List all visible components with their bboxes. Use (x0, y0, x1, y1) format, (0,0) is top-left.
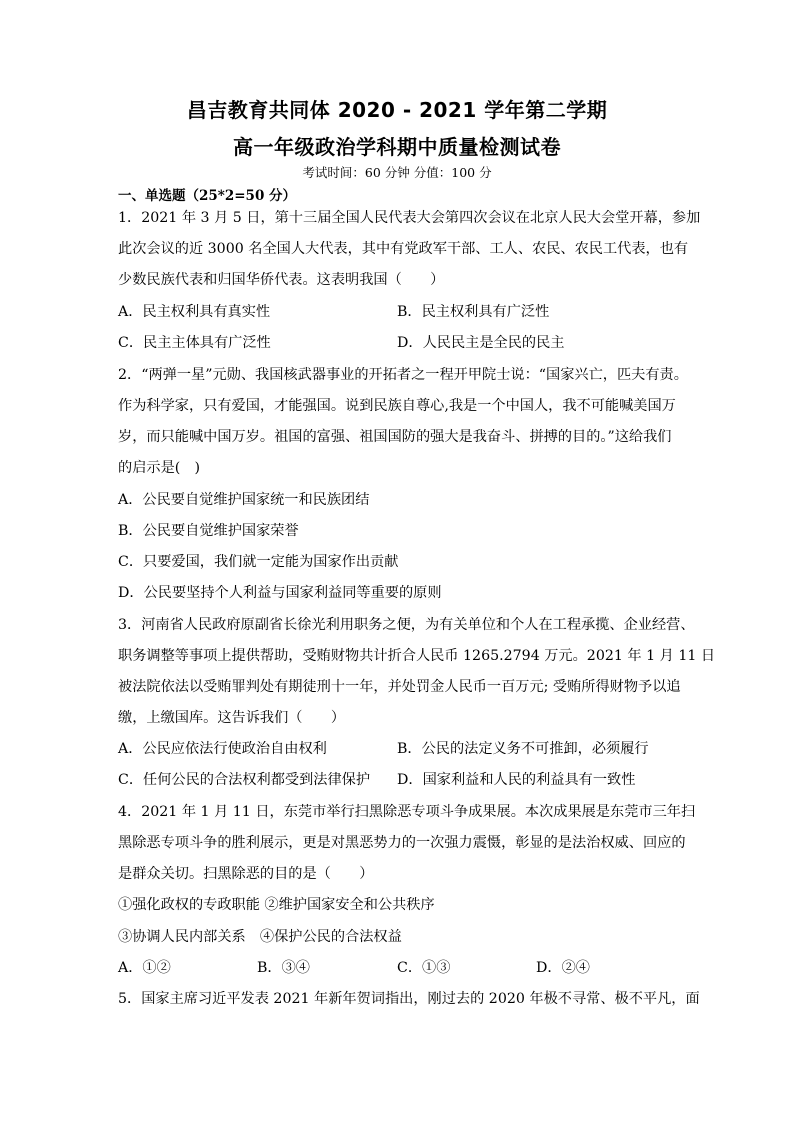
question-1-option-a: A．民主权利具有真实性 (118, 304, 271, 320)
question-4-option-c: C．①③ (397, 960, 451, 976)
question-1-option-c: C．民主主体具有广泛性 (118, 335, 271, 351)
question-3-option-a: A．公民应依法行使政治自由权利 (118, 741, 327, 757)
question-4-line-2: 黑除恶专项斗争的胜利展示，更是对黑恶势力的一次强力震慑，彰显的是法治权威、回应的 (118, 835, 686, 851)
question-2-line-2: 作为科学家，只有爱国，才能强国。说到民族自尊心,我是一个中国人，我不可能喊美国万 (118, 398, 676, 414)
question-3-option-d: D．国家利益和人民的利益具有一致性 (397, 772, 636, 788)
question-3-line-3: 被法院依法以受贿罪判处有期徒刑十一年，并处罚金人民币一百万元; 受贿所得财物予以追 (118, 679, 681, 695)
question-4-option-a: A．①② (118, 960, 171, 976)
page-title: 昌吉教育共同体 2020 - 2021 学年第二学期 (186, 98, 608, 122)
question-2-line-1: 2．“两弹一星”元勋、我国核武器事业的开拓者之一程开甲院士说：“国家兴亡，匹夫有责。 (118, 367, 688, 383)
question-1-option-d: D．人民民主是全民的民主 (397, 335, 565, 351)
question-1-option-b: B．民主权利具有广泛性 (397, 304, 550, 320)
question-4-line-3: 是群众关切。扫黑除恶的目的是（ ） (118, 866, 374, 882)
question-4-item-line-1: ①强化政权的专政职能 ②维护国家安全和公共秩序 (118, 897, 435, 913)
question-1-line-3: 少数民族代表和归国华侨代表。这表明我国（ ） (118, 272, 445, 288)
question-4-option-b: B．③④ (257, 960, 310, 976)
question-2-option-d: D．公民要坚持个人利益与国家利益同等重要的原则 (118, 585, 442, 601)
question-2-option-b: B．公民要自觉维护国家荣誉 (118, 523, 299, 539)
question-5-line-1: 5．国家主席习近平发表 2021 年新年贺词指出，刚过去的 2020 年极不寻常、极不平凡，面 (118, 991, 700, 1007)
question-3-line-2: 职务调整等事项上提供帮助，受贿财物共计折合人民币 1265.2794 万元。2021 年 1 月 11 日 (118, 648, 716, 664)
question-1-line-2: 此次会议的近 3000 名全国人大代表，其中有党政军干部、工人、农民、农民工代表，也有 (118, 241, 689, 257)
question-2-option-c: C．只要爱国，我们就一定能为国家作出贡献 (118, 554, 399, 570)
question-4-option-d: D．②④ (536, 960, 590, 976)
exam-info: 考试时间：60 分钟 分值：100 分 (302, 165, 492, 180)
question-2-line-3: 岁，而只能喊中国万岁。祖国的富强、祖国国防的强大是我奋斗、拼搏的目的。”这给我们 (118, 429, 672, 445)
question-2-line-4: 的启示是( ) (118, 460, 201, 476)
question-1-line-1: 1．2021 年 3 月 5 日，第十三届全国人民代表大会第四次会议在北京人民大会堂开幕，参加 (118, 210, 701, 226)
question-2-option-a: A．公民要自觉维护国家统一和民族团结 (118, 492, 370, 508)
question-4-line-1: 4．2021 年 1 月 11 日，东莞市举行扫黑除恶专项斗争成果展。本次成果展是东莞市三年扫 (118, 804, 696, 820)
section-heading: 一、单选题（25*2=50 分） (118, 188, 297, 204)
page-subtitle: 高一年级政治学科期中质量检测试卷 (233, 135, 561, 159)
question-3-line-1: 3．河南省人民政府原副省长徐光利用职务之便，为有关单位和个人在工程承揽、企业经营、 (118, 617, 695, 633)
question-3-line-4: 缴，上缴国库。这告诉我们（ ） (118, 710, 346, 726)
question-3-option-c: C．任何公民的合法权利都受到法律保护 (118, 772, 371, 788)
question-3-option-b: B．公民的法定义务不可推卸，必须履行 (397, 741, 649, 757)
question-4-item-line-2: ③协调人民内部关系 ④保护公民的合法权益 (118, 929, 402, 945)
